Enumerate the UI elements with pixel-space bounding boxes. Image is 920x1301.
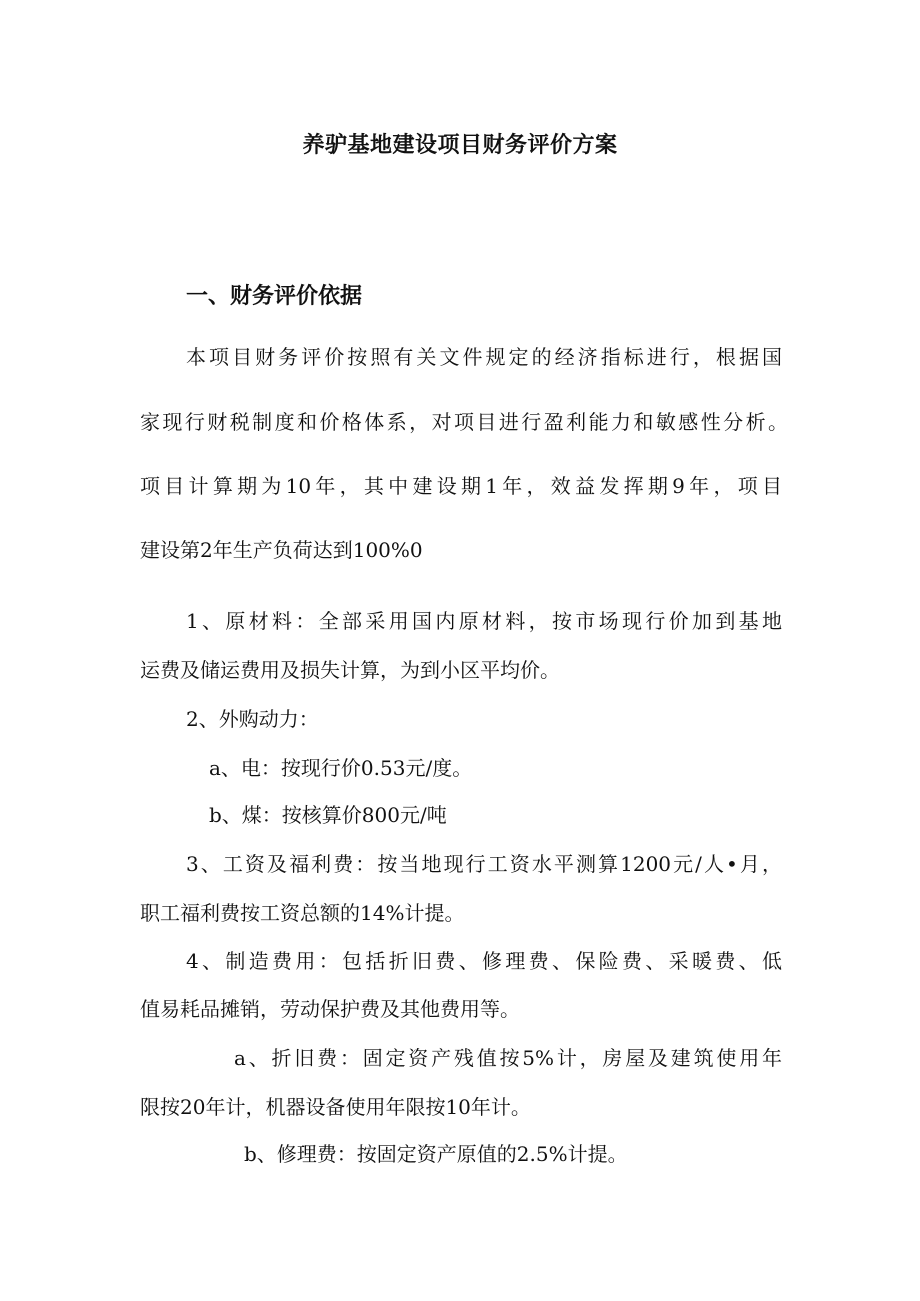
intro-line-2: 家现行财税制度和价格体系，对项目进行盈利能力和敏感性分析。 [140, 410, 788, 434]
intro-line-3: 项目计算期为10年，其中建设期1年，效益发挥期9年，项目 [140, 474, 782, 498]
intro-line-1: 本项目财务评价按照有关文件规定的经济指标进行，根据国 [186, 345, 782, 369]
raw-materials-line-2: 运费及储运费用及损失计算，为到小区平均价。 [140, 658, 560, 682]
depreciation-line-1: a、折旧费：固定资产残值按5%计，房屋及建筑使用年 [234, 1046, 782, 1070]
wages-line-2: 职工福利费按工资总额的14%计提。 [140, 901, 465, 925]
power-heading: 2、外购动力： [186, 707, 319, 731]
raw-materials-line-1: 1、原材料：全部采用国内原材料，按市场现行价加到基地 [186, 609, 782, 633]
intro-line-4: 建设第2年生产负荷达到100%0 [140, 538, 423, 562]
coal-line: b、煤：按核算价800元/吨 [209, 803, 447, 827]
manufacturing-line-2: 值易耗品摊销，劳动保护费及其他费用等。 [140, 997, 520, 1021]
manufacturing-line-1: 4、制造费用：包括折旧费、修理费、保险费、采暖费、低 [186, 949, 782, 973]
depreciation-line-2: 限按20年计，机器设备使用年限按10年计。 [140, 1095, 531, 1119]
section-heading: 一、财务评价依据 [186, 284, 363, 309]
document-title: 养驴基地建设项目财务评价方案 [302, 133, 618, 158]
repair-line: b、修理费：按固定资产原值的2.5%计提。 [244, 1142, 628, 1166]
electricity-line: a、电：按现行价0.53元/度。 [209, 756, 473, 780]
wages-line-1: 3、工资及福利费：按当地现行工资水平测算1200元/人•月， [186, 852, 782, 876]
